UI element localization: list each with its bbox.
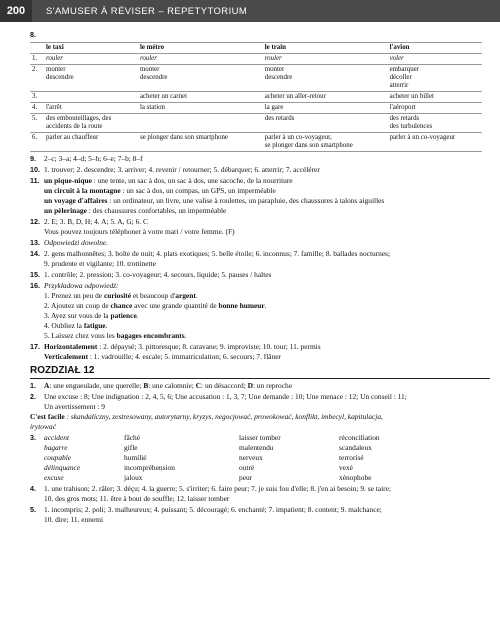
- answer-text: : une engueulade, une querelle;: [49, 381, 144, 390]
- crossword-vertical-answers: : 1. vadrouille; 4. escale; 5. immatriculation; 6. secours; 7. flâner: [88, 352, 281, 361]
- exercise-answer: 1. incompris; 2. poli; 3. malheureux; 4. puissant; 5. découragé; 6. enchanté; 7. impatient; 8. content; 9. malchance;: [44, 505, 382, 514]
- exercise-answer: 2. gens malhonnêtes; 3. boîte de nuit; 4. plats exotiques; 5. belle étoile; 6. inconnus; 7. famille; 8. ballades nocturnes;: [44, 249, 391, 258]
- grid-word: accident: [44, 433, 70, 442]
- cest-facile-label: C'est facile: [30, 412, 65, 421]
- table-row: [30, 114, 482, 133]
- exercise-number: 11.: [30, 176, 40, 185]
- table-cell: embarquer décoller atterrir: [388, 65, 482, 92]
- exercise-number: 12.: [30, 217, 40, 226]
- ch12-exercise-4: [30, 484, 490, 504]
- exercise-answer: 9. prudente et vigilante; 10. trottinette: [44, 259, 156, 268]
- recipe-line: 5. Laissez chez vous les bagages encombrants.: [44, 331, 187, 340]
- table-cell: parler à un co-voyageur: [388, 133, 482, 152]
- table-cell: se plonger dans son smartphone: [138, 133, 263, 152]
- answer-text: : une calomnie;: [148, 381, 196, 390]
- grid-word: vexé: [339, 463, 353, 472]
- grid-word: malentendu: [239, 443, 274, 452]
- term: un pique-nique: [44, 176, 92, 185]
- grid-word: jaloux: [124, 473, 143, 482]
- exercise-answer: Une excuse : 8; Une indignation : 2, 4, 5, 6; Une accusation : 1, 3, 7; Une demande : 10; Une menace : 12; Un conseil : 11;: [44, 392, 407, 401]
- table-cell: [44, 92, 138, 103]
- exercise-10: [30, 165, 490, 175]
- grid-word: peur: [239, 473, 253, 482]
- answer-letter: D: [247, 381, 253, 390]
- table-cell: 4.: [30, 103, 44, 114]
- exercise-answer: 2. E; 3. B, D, H; 4. A; 5. A, G; 6. C: [44, 217, 148, 226]
- crossword-vertical-label: Verticalement: [44, 352, 89, 361]
- exercise-number: 8.: [30, 30, 36, 39]
- table-cell: acheter un billet: [388, 92, 482, 103]
- grid-word: terrorisé: [339, 453, 364, 462]
- table-header-cell: le train: [263, 43, 388, 54]
- grid-word: délinquance: [44, 463, 81, 472]
- page-content: [30, 30, 490, 525]
- exercise-answer: 1. contrôle; 2. pression; 3. co-voyageur; 4. secours, liquide; 5. pauses / haltes: [44, 270, 272, 279]
- table-cell: rouler: [44, 54, 138, 65]
- grid-word: outré: [239, 463, 255, 472]
- exercise-12: [30, 217, 490, 237]
- table-row: [30, 92, 482, 103]
- grid-word: nerveux: [239, 453, 263, 462]
- exercise-answer: Vous pouvez toujours téléphoner à votre mari / votre femme. (F): [44, 227, 235, 236]
- exercise-number: 13.: [30, 238, 40, 247]
- answer-text: : un désaccord;: [201, 381, 248, 390]
- table-cell: 1.: [30, 54, 44, 65]
- definition: : un ordinateur, un livre, une valise à roulettes, un parapluie, des chaussures à talons aiguilles: [107, 196, 385, 205]
- term: un voyage d'affaires: [44, 196, 108, 205]
- table-cell: des embouteillages, des accidents de la route: [44, 114, 138, 133]
- crossword-horizontal-label: Horizontalement: [44, 342, 98, 351]
- table-cell: l'arrêt: [44, 103, 138, 114]
- table-cell: parler à un co-voyageur, se plonger dans son smartphone: [263, 133, 388, 152]
- transport-table: [30, 42, 482, 152]
- crossword-horizontal-answers: : 2. dépaysé; 3. pittoresque; 8. caravane; 9. improviste; 10. tour; 11. permis: [97, 342, 321, 351]
- grid-word: xénophobe: [339, 473, 372, 482]
- table-cell: parler au chauffeur: [44, 133, 138, 152]
- exercise-number: 16.: [30, 281, 40, 290]
- table-header-cell: le taxi: [44, 43, 138, 54]
- table-header-cell: [30, 43, 44, 54]
- exercise-15: [30, 270, 490, 280]
- definition: : un sac à dos, un compas, un GPS, un imperméable: [120, 186, 276, 195]
- table-cell: [138, 114, 263, 133]
- chapter-heading: ROZDZIAŁ 12: [30, 366, 490, 379]
- exercise-8: [30, 30, 490, 152]
- table-cell: 2.: [30, 65, 44, 92]
- definition: : des chaussures confortables, un imperméable: [86, 206, 227, 215]
- grid-word: réconciliation: [339, 433, 380, 442]
- exercise-intro: Przykładowa odpowiedź:: [44, 281, 119, 290]
- exercise-number: 3.: [30, 433, 36, 442]
- exercise-number: 2.: [30, 392, 36, 401]
- grid-word: laisser tomber: [239, 433, 281, 442]
- table-cell: des retards des turbulences: [388, 114, 482, 133]
- exercise-13: [30, 238, 490, 248]
- exercise-number: 4.: [30, 484, 36, 493]
- exercise-answer: 2–c; 3–a; 4–d; 5–h; 6–e; 7–b; 8–f: [44, 154, 143, 163]
- exercise-answer: 10. des gros mots; 11. être à bout de souffle; 12. laisser tomber: [44, 494, 230, 503]
- table-cell: la station: [138, 103, 263, 114]
- grid-word: gifle: [124, 443, 138, 452]
- table-cell: 6.: [30, 133, 44, 152]
- exercise-answer: Un avertissement : 9: [44, 402, 105, 411]
- grid-word: scandaleux: [339, 443, 372, 452]
- recipe-line: 3. Ayez sur vous de la patience.: [44, 311, 139, 320]
- ch12-exercise-2: [30, 392, 490, 412]
- cest-facile: [30, 412, 490, 432]
- recipe-line: 1. Prenez un peu de curiosité et beaucoup d'argent.: [44, 291, 198, 300]
- table-cell: la gare: [263, 103, 388, 114]
- table-cell: rouler: [263, 54, 388, 65]
- table-row: [30, 65, 482, 92]
- table-header-cell: le métro: [138, 43, 263, 54]
- answer-letter: A: [44, 381, 50, 390]
- exercise-answer: 1. trouver; 2. descendre; 3. arriver; 4. revenir / retourner; 5. débarquer; 6. atterrir; 7. accélérer: [44, 165, 320, 174]
- exercise-number: 17.: [30, 342, 40, 351]
- recipe-line: 4. Oubliez la fatigue.: [44, 321, 108, 330]
- recipe-line: 2. Ajoutez un coup de chance avec une grande quantité de bonne humeur.: [44, 301, 267, 310]
- header-title: S'AMUSER À RÉVISER – REPETYTORIUM: [46, 5, 248, 17]
- table-header-cell: l'avion: [388, 43, 482, 54]
- term: un circuit à la montagne: [44, 186, 121, 195]
- table-cell: l'aéroport: [388, 103, 482, 114]
- exercise-answer: 1. une trahison; 2. râler; 3. déçu; 4. la guerre; 5. s'irriter; 6. faire peur; 7. je suis fou d'elle; 8. j'en ai besoin; 9. se taire;: [44, 484, 391, 493]
- cest-facile-text: irytować: [30, 422, 56, 431]
- table-cell: rouler: [138, 54, 263, 65]
- term: un pèlerinage: [44, 206, 87, 215]
- exercise-16: [30, 281, 490, 341]
- ch12-exercise-1: [30, 381, 490, 391]
- ch12-exercise-3: [30, 433, 490, 483]
- cest-facile-text: : skandaliczny, zestresowany, autorytarny, kryzys, negocjować, prowokować, konflikt, imbecyl, kapitulacja,: [64, 412, 383, 421]
- table-cell: voler: [388, 54, 482, 65]
- grid-word: incompréhension: [124, 463, 175, 472]
- exercise-number: 5.: [30, 505, 36, 514]
- exercise-answer: 10. dire; 11. ennemi: [44, 515, 104, 524]
- exercise-number: 10.: [30, 165, 40, 174]
- exercise-number: 14.: [30, 249, 40, 258]
- table-cell: 3.: [30, 92, 44, 103]
- grid-word: bagarre: [44, 443, 68, 452]
- table-cell: monter descendre: [44, 65, 138, 92]
- grid-word: coupable: [44, 453, 72, 462]
- exercise-number: 9.: [30, 154, 36, 163]
- grid-word: excuse: [44, 473, 64, 482]
- exercise-14: [30, 249, 490, 269]
- exercise-number: 1.: [30, 381, 36, 390]
- exercise-11: [30, 176, 490, 216]
- grid-word: humilié: [124, 453, 147, 462]
- grid-word: fâché: [124, 433, 140, 442]
- ch12-exercise-5: [30, 505, 490, 525]
- page-number: 200: [0, 0, 32, 22]
- table-cell: 5.: [30, 114, 44, 133]
- answer-letter: B: [143, 381, 149, 390]
- exercise-number: 15.: [30, 270, 40, 279]
- table-cell: acheter un aller-retour: [263, 92, 388, 103]
- table-cell: acheter un carnet: [138, 92, 263, 103]
- table-cell: monter descendre: [263, 65, 388, 92]
- page-header: [0, 0, 500, 22]
- table-cell: monter descendre: [138, 65, 263, 92]
- definition: : une tente, un sac à dos, un sac à dos, une sacoche, de la nourriture: [91, 176, 293, 185]
- answer-letter: C: [195, 381, 202, 390]
- word-grid: [44, 433, 490, 483]
- exercise-9: [30, 154, 490, 164]
- table-row: [30, 133, 482, 152]
- table-cell: des retards: [263, 114, 388, 133]
- exercise-answer: Odpowiedzi dowolne.: [44, 238, 109, 247]
- table-row: [30, 54, 482, 65]
- answer-text: : un reproche: [252, 381, 292, 390]
- table-row: [30, 103, 482, 114]
- exercise-17: [30, 342, 490, 362]
